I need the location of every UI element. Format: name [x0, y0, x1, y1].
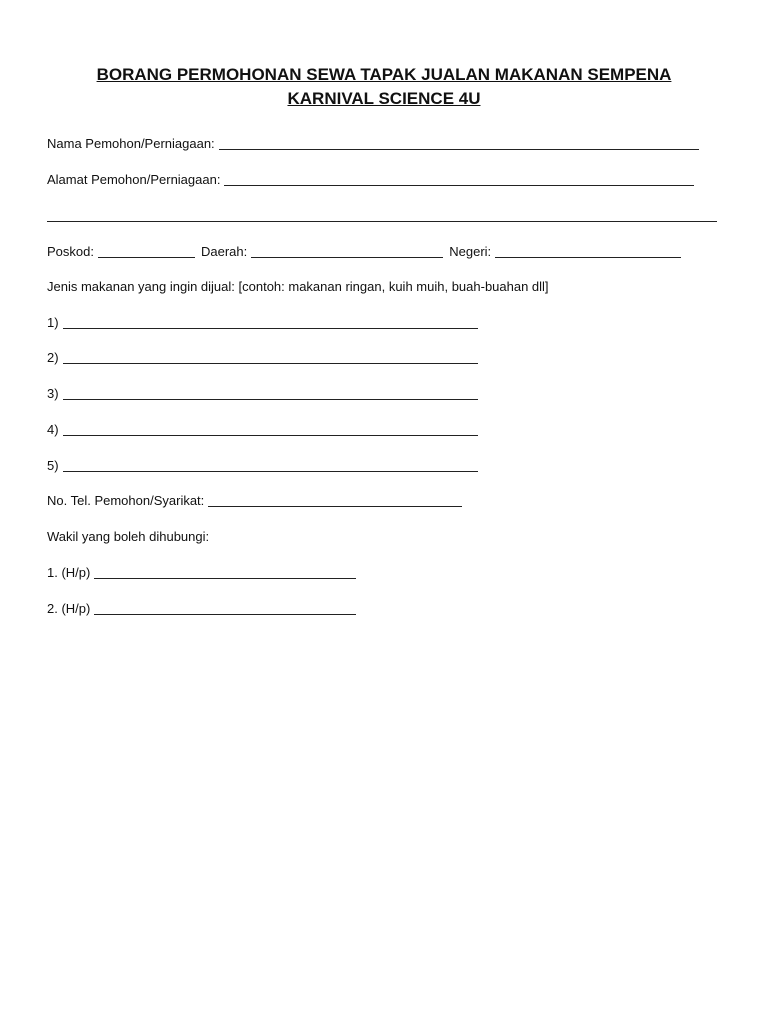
food-item-blank-line[interactable]: [63, 314, 478, 329]
jenis-makanan-label: Jenis makanan yang ingin dijual: [contoh: makanan ringan, kuih muih, buah-buahan dll]: [47, 279, 549, 294]
food-item-number: 1): [47, 315, 59, 330]
alamat-continuation-blank-line[interactable]: [47, 207, 717, 222]
nama-blank-line[interactable]: [219, 135, 699, 150]
wakil-blank-line[interactable]: [94, 564, 356, 579]
daerah-blank-line[interactable]: [251, 243, 443, 258]
food-item-row-1: [47, 311, 478, 331]
daerah-label: Daerah:: [200, 244, 248, 259]
alamat-label: Alamat Pemohon/Perniagaan:: [47, 172, 221, 187]
nama-row: [47, 132, 699, 152]
wakil-item-label: 1. (H/p): [47, 565, 91, 580]
food-item-row-3: [47, 382, 478, 402]
no-tel-label: No. Tel. Pemohon/Syarikat:: [47, 493, 205, 508]
nama-label: Nama Pemohon/Perniagaan:: [47, 136, 215, 151]
food-item-blank-line[interactable]: [63, 349, 478, 364]
food-item-number: 4): [47, 422, 59, 437]
food-item-blank-line[interactable]: [63, 457, 478, 472]
wakil-item-label: 2. (H/p): [47, 601, 91, 616]
alamat-blank-line[interactable]: [224, 171, 694, 186]
wakil-item-row-1: [47, 561, 356, 581]
food-item-number: 5): [47, 458, 59, 473]
no-tel-row: [47, 489, 462, 509]
food-item-blank-line[interactable]: [63, 385, 478, 400]
form-title-line-2: KARNIVAL SCIENCE 4U: [287, 89, 481, 108]
food-item-row-4: [47, 418, 478, 438]
negeri-blank-line[interactable]: [495, 243, 681, 258]
wakil-label: Wakil yang boleh dihubungi:: [47, 529, 210, 544]
poskod-daerah-negeri-row: [47, 240, 681, 260]
alamat-row: [47, 168, 694, 188]
food-item-row-2: [47, 346, 478, 366]
poskod-blank-line[interactable]: [98, 243, 195, 258]
food-item-number: 3): [47, 386, 59, 401]
jenis-makanan-row: [47, 275, 549, 295]
wakil-item-row-2: [47, 597, 356, 617]
poskod-label: Poskod:: [47, 244, 94, 259]
no-tel-blank-line[interactable]: [208, 492, 462, 507]
form-title-line-1: BORANG PERMOHONAN SEWA TAPAK JUALAN MAKANAN SEMPENA: [96, 65, 672, 84]
alamat-continuation-row: [47, 204, 717, 224]
food-item-number: 2): [47, 350, 59, 365]
wakil-row: [47, 525, 209, 545]
food-item-row-5: [47, 454, 478, 474]
food-item-blank-line[interactable]: [63, 421, 478, 436]
negeri-label: Negeri:: [449, 244, 492, 259]
wakil-blank-line[interactable]: [94, 600, 356, 615]
